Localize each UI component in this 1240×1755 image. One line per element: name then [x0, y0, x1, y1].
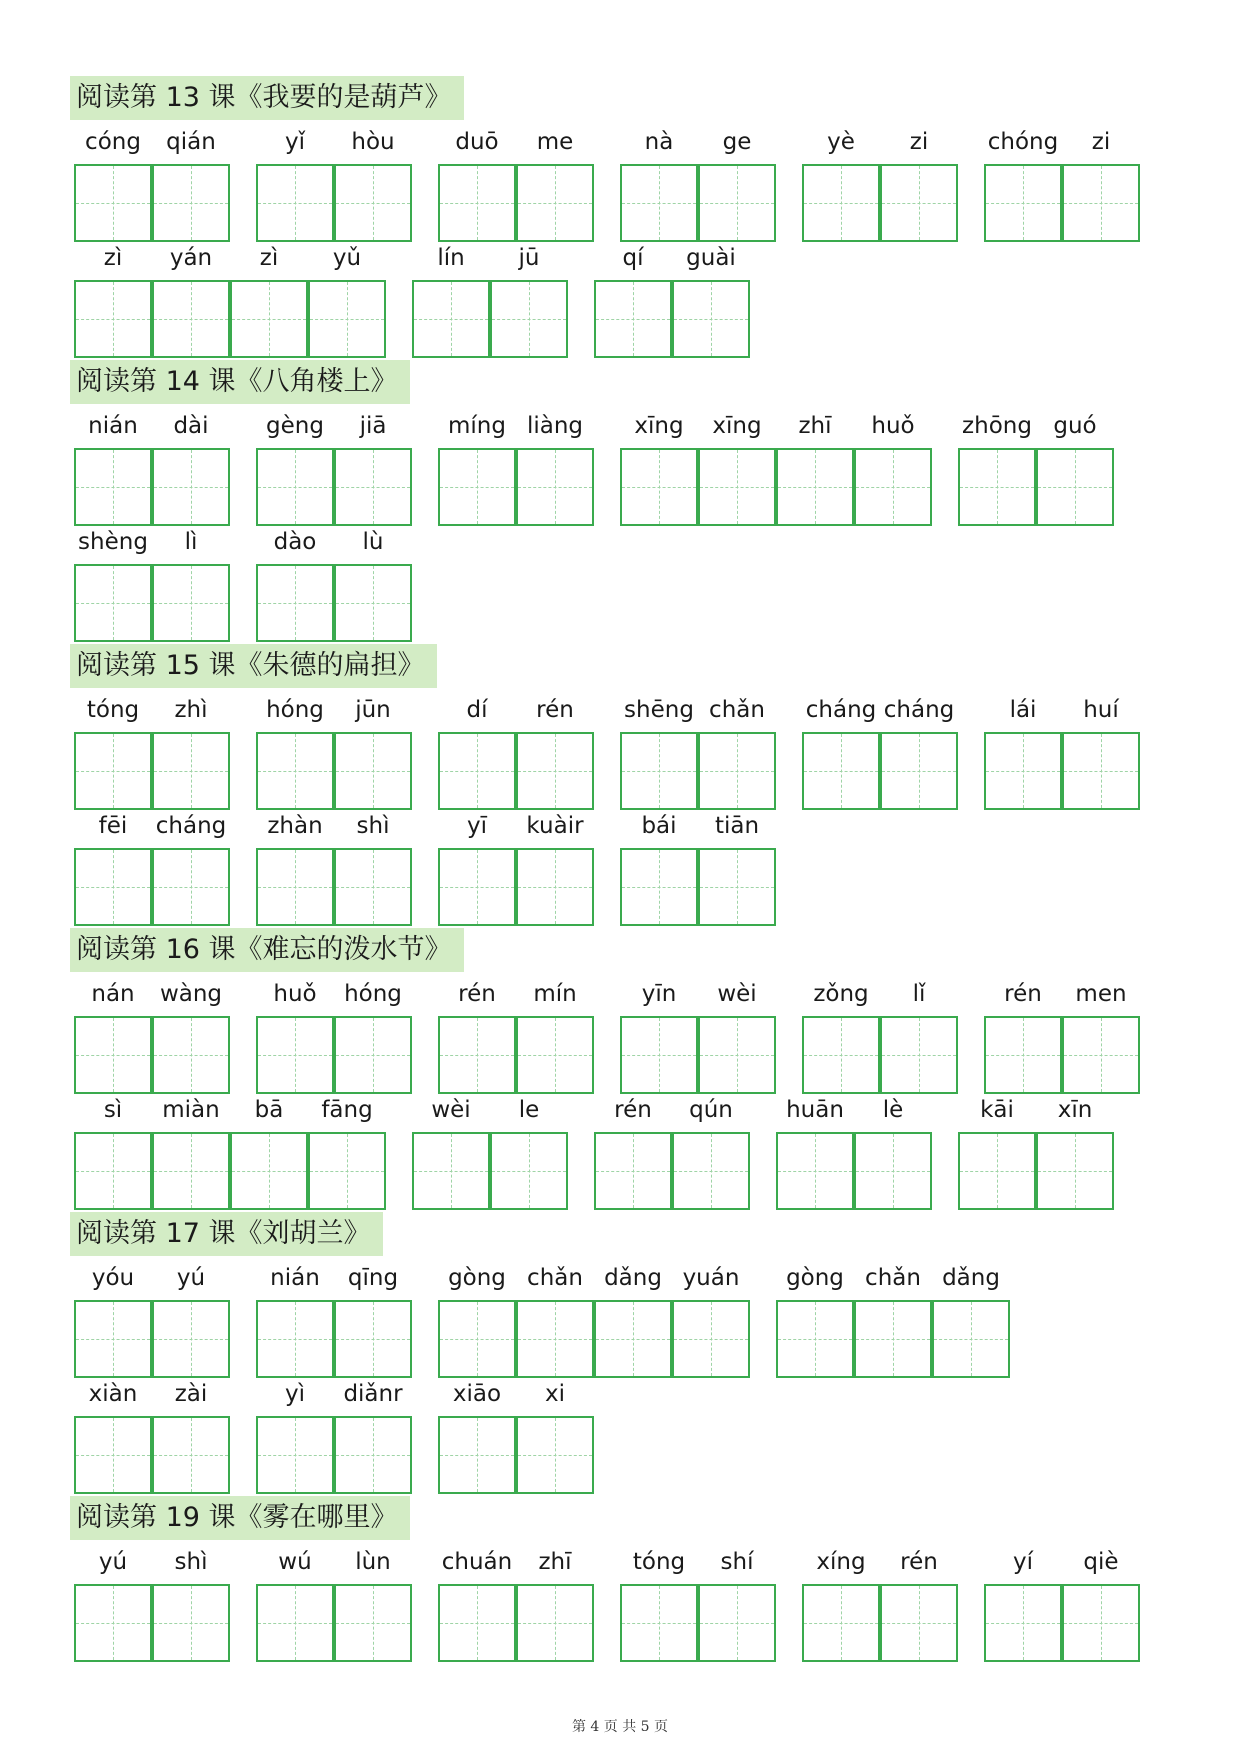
writing-box[interactable] — [152, 164, 230, 242]
word-group — [984, 128, 1140, 242]
pinyin-label: lái — [1009, 697, 1037, 723]
pinyin-label: wèi — [431, 1097, 471, 1123]
writing-box[interactable] — [438, 732, 516, 810]
writing-box[interactable] — [776, 1300, 854, 1378]
writing-box[interactable] — [880, 1584, 958, 1662]
pinyin-label: rén — [458, 981, 496, 1007]
pinyin-label: lín — [437, 245, 465, 271]
writing-box[interactable] — [698, 848, 776, 926]
pinyin-label: lùn — [355, 1549, 391, 1575]
pinyin-label: xīn — [1057, 1097, 1093, 1123]
writing-box[interactable] — [516, 164, 594, 242]
writing-box[interactable] — [256, 1300, 334, 1378]
pinyin-label: shì — [174, 1549, 208, 1575]
lesson-title: 阅读第 16 课《难忘的泼水节》 — [70, 928, 464, 972]
writing-box[interactable] — [620, 1016, 698, 1094]
word-group — [620, 1548, 776, 1662]
writing-box[interactable] — [74, 164, 152, 242]
writing-box[interactable] — [74, 1416, 152, 1494]
pinyin-label: zhī — [538, 1549, 572, 1575]
pinyin-label: shí — [720, 1549, 754, 1575]
pinyin-label: liàng — [526, 413, 584, 439]
writing-box[interactable] — [880, 164, 958, 242]
writing-box[interactable] — [594, 1300, 672, 1378]
pinyin-label: qún — [689, 1097, 733, 1123]
pinyin-label: zài — [174, 1381, 208, 1407]
word-group — [256, 412, 412, 526]
writing-box[interactable] — [74, 280, 152, 358]
writing-box[interactable] — [74, 1300, 152, 1378]
pinyin-label: cóng — [85, 129, 141, 155]
pinyin-label: bái — [641, 813, 677, 839]
pinyin-label: zhàn — [267, 813, 323, 839]
pinyin-label: nián — [270, 1265, 320, 1291]
word-group — [802, 1548, 958, 1662]
writing-box[interactable] — [152, 848, 230, 926]
pinyin-label: yīn — [641, 981, 677, 1007]
pinyin-label: cháng — [805, 697, 877, 723]
pinyin-label: xīng — [712, 413, 762, 439]
word-group — [958, 412, 1114, 526]
word-group — [802, 696, 958, 810]
writing-box[interactable] — [334, 448, 412, 526]
writing-box[interactable] — [1062, 164, 1140, 242]
pinyin-label: shèng — [78, 529, 148, 555]
pinyin-label: yí — [1012, 1549, 1033, 1575]
word-group — [802, 128, 958, 242]
writing-box[interactable] — [776, 448, 854, 526]
writing-box[interactable] — [152, 1300, 230, 1378]
writing-box[interactable] — [74, 564, 152, 642]
page-footer: 第 4 页 共 5 页 — [571, 1719, 669, 1735]
pinyin-label: qiè — [1083, 1549, 1119, 1575]
pinyin-label: kāi — [980, 1097, 1014, 1123]
writing-box[interactable] — [516, 1416, 594, 1494]
pinyin-label: tóng — [632, 1549, 686, 1575]
pinyin-label: hòu — [351, 129, 395, 155]
pinyin-label: lè — [882, 1097, 904, 1123]
pinyin-label: huí — [1083, 697, 1119, 723]
word-group — [620, 696, 776, 810]
pinyin-label: zi — [1091, 129, 1111, 155]
word-group — [74, 980, 230, 1094]
writing-box[interactable] — [412, 280, 490, 358]
pinyin-label: yú — [176, 1265, 206, 1291]
writing-box[interactable] — [74, 732, 152, 810]
writing-box[interactable] — [74, 448, 152, 526]
pinyin-label: gòng — [786, 1265, 844, 1291]
writing-box[interactable] — [152, 1132, 230, 1210]
word-group — [438, 1548, 594, 1662]
pinyin-label: guó — [1053, 413, 1097, 439]
pinyin-label: wèi — [717, 981, 757, 1007]
pinyin-label: qí — [622, 245, 644, 271]
writing-box[interactable] — [1062, 1584, 1140, 1662]
word-group — [438, 1264, 750, 1378]
pinyin-label: xiàn — [88, 1381, 138, 1407]
word-group — [802, 980, 958, 1094]
word-group — [984, 696, 1140, 810]
pinyin-label: tóng — [86, 697, 140, 723]
writing-box[interactable] — [152, 280, 230, 358]
pinyin-label: duō — [455, 129, 499, 155]
writing-box[interactable] — [594, 1132, 672, 1210]
pinyin-label: yǔ — [332, 245, 362, 271]
word-group — [256, 812, 412, 926]
pinyin-label: míng — [448, 413, 506, 439]
lesson-title: 阅读第 15 课《朱德的扁担》 — [70, 644, 437, 688]
lesson-title: 阅读第 17 课《刘胡兰》 — [70, 1212, 383, 1256]
word-group — [984, 980, 1140, 1094]
writing-box[interactable] — [516, 732, 594, 810]
word-group — [256, 1264, 412, 1378]
pinyin-label: diǎnr — [343, 1381, 403, 1407]
pinyin-label: shì — [356, 813, 390, 839]
word-group — [74, 1548, 230, 1662]
pinyin-label: chóng — [987, 129, 1059, 155]
pinyin-label: dí — [466, 697, 488, 723]
writing-box[interactable] — [594, 280, 672, 358]
writing-box[interactable] — [958, 1132, 1036, 1210]
word-group — [438, 696, 594, 810]
writing-box[interactable] — [438, 1300, 516, 1378]
writing-box[interactable] — [74, 848, 152, 926]
writing-box[interactable] — [698, 1584, 776, 1662]
word-group — [74, 244, 386, 358]
writing-box[interactable] — [516, 1016, 594, 1094]
writing-box[interactable] — [516, 448, 594, 526]
writing-box[interactable] — [256, 448, 334, 526]
writing-box[interactable] — [854, 1300, 932, 1378]
pinyin-label: wú — [278, 1549, 312, 1575]
pinyin-label: gòng — [448, 1265, 506, 1291]
word-group — [594, 244, 750, 358]
pinyin-label: chǎn — [709, 697, 765, 723]
writing-box[interactable] — [802, 732, 880, 810]
pinyin-label: yóu — [91, 1265, 135, 1291]
pinyin-label: zhì — [174, 697, 208, 723]
pinyin-label: cháng — [155, 813, 227, 839]
pinyin-label: chuán — [441, 1549, 513, 1575]
pinyin-label: zhōng — [962, 413, 1032, 439]
writing-box[interactable] — [334, 848, 412, 926]
writing-box[interactable] — [984, 164, 1062, 242]
word-group — [256, 696, 412, 810]
writing-box[interactable] — [802, 1584, 880, 1662]
writing-box[interactable] — [334, 732, 412, 810]
writing-box[interactable] — [1036, 448, 1114, 526]
writing-box[interactable] — [230, 280, 308, 358]
pinyin-label: xíng — [816, 1549, 866, 1575]
pinyin-label: rén — [1004, 981, 1042, 1007]
writing-box[interactable] — [334, 1584, 412, 1662]
writing-box[interactable] — [516, 848, 594, 926]
word-group — [256, 980, 412, 1094]
writing-box[interactable] — [854, 1132, 932, 1210]
pinyin-label: dài — [173, 413, 209, 439]
pinyin-label: dào — [273, 529, 317, 555]
writing-box[interactable] — [438, 1416, 516, 1494]
writing-box[interactable] — [438, 1584, 516, 1662]
pinyin-label: cháng — [883, 697, 955, 723]
word-group — [438, 412, 594, 526]
word-group — [984, 1548, 1140, 1662]
writing-box[interactable] — [984, 732, 1062, 810]
word-group — [438, 1380, 594, 1494]
pinyin-label: qīng — [347, 1265, 399, 1291]
pinyin-label: lǐ — [912, 981, 926, 1007]
pinyin-label: rén — [536, 697, 574, 723]
word-group — [438, 128, 594, 242]
pinyin-label: nán — [91, 981, 135, 1007]
pinyin-label: zǒng — [813, 981, 869, 1007]
writing-box[interactable] — [620, 448, 698, 526]
writing-box[interactable] — [698, 732, 776, 810]
writing-box[interactable] — [698, 1016, 776, 1094]
pinyin-label: jūn — [355, 697, 391, 723]
writing-box[interactable] — [620, 1584, 698, 1662]
writing-box[interactable] — [984, 1584, 1062, 1662]
writing-box[interactable] — [620, 732, 698, 810]
word-group — [620, 980, 776, 1094]
writing-box[interactable] — [334, 1016, 412, 1094]
pinyin-label: yán — [169, 245, 213, 271]
word-group — [620, 128, 776, 242]
writing-box[interactable] — [256, 1584, 334, 1662]
pinyin-label: zì — [103, 245, 123, 271]
writing-box[interactable] — [620, 848, 698, 926]
writing-box[interactable] — [620, 164, 698, 242]
writing-box[interactable] — [438, 1016, 516, 1094]
word-group — [74, 1096, 386, 1210]
writing-box[interactable] — [802, 164, 880, 242]
pinyin-label: rén — [900, 1549, 938, 1575]
pinyin-label: yú — [98, 1549, 128, 1575]
pinyin-label: yì — [284, 1381, 305, 1407]
writing-box[interactable] — [256, 1416, 334, 1494]
word-group — [958, 1096, 1114, 1210]
writing-box[interactable] — [412, 1132, 490, 1210]
pinyin-label: guài — [686, 245, 736, 271]
writing-box[interactable] — [672, 1132, 750, 1210]
writing-box[interactable] — [152, 448, 230, 526]
word-group — [74, 128, 230, 242]
pinyin-label: miàn — [162, 1097, 220, 1123]
writing-box[interactable] — [802, 1016, 880, 1094]
pinyin-label: zhī — [798, 413, 832, 439]
writing-box[interactable] — [672, 280, 750, 358]
word-group — [776, 1264, 1010, 1378]
writing-box[interactable] — [698, 448, 776, 526]
lesson-title: 阅读第 19 课《雾在哪里》 — [70, 1496, 410, 1540]
word-group — [412, 244, 568, 358]
word-group — [438, 812, 594, 926]
word-group — [256, 528, 412, 642]
writing-box[interactable] — [490, 280, 568, 358]
writing-box[interactable] — [958, 448, 1036, 526]
pinyin-label: nián — [88, 413, 138, 439]
lesson-title: 阅读第 14 课《八角楼上》 — [70, 360, 410, 404]
writing-box[interactable] — [152, 1016, 230, 1094]
writing-box[interactable] — [152, 1416, 230, 1494]
lesson-title: 阅读第 13 课《我要的是葫芦》 — [70, 76, 464, 120]
pinyin-label: zi — [909, 129, 929, 155]
writing-box[interactable] — [438, 448, 516, 526]
pinyin-label: yǐ — [284, 129, 305, 155]
writing-box[interactable] — [490, 1132, 568, 1210]
writing-box[interactable] — [854, 448, 932, 526]
writing-box[interactable] — [230, 1132, 308, 1210]
pinyin-label: zì — [259, 245, 279, 271]
pinyin-label: yè — [827, 129, 855, 155]
pinyin-label: xi — [544, 1381, 565, 1407]
pinyin-label: wàng — [159, 981, 223, 1007]
word-group — [256, 128, 412, 242]
word-group — [776, 1096, 932, 1210]
pinyin-label: jū — [518, 245, 540, 271]
pinyin-label: xiāo — [452, 1381, 502, 1407]
pinyin-label: hóng — [344, 981, 402, 1007]
pinyin-label: lì — [184, 529, 198, 555]
writing-box[interactable] — [932, 1300, 1010, 1378]
writing-box[interactable] — [308, 1132, 386, 1210]
pinyin-label: huǒ — [871, 413, 915, 439]
pinyin-label: sì — [103, 1097, 123, 1123]
pinyin-label: xīng — [634, 413, 684, 439]
writing-box[interactable] — [1036, 1132, 1114, 1210]
writing-box[interactable] — [516, 1300, 594, 1378]
writing-box[interactable] — [880, 732, 958, 810]
writing-box[interactable] — [438, 848, 516, 926]
pinyin-label: rén — [614, 1097, 652, 1123]
pinyin-label: yuán — [682, 1265, 740, 1291]
pinyin-label: huǒ — [273, 981, 317, 1007]
pinyin-label: jiā — [359, 413, 387, 439]
pinyin-label: kuàir — [526, 813, 584, 839]
pinyin-label: lù — [362, 529, 384, 555]
pinyin-label: shēng — [624, 697, 694, 723]
writing-box[interactable] — [74, 1016, 152, 1094]
word-group — [74, 1380, 230, 1494]
word-group — [74, 1264, 230, 1378]
pinyin-label: yī — [466, 813, 487, 839]
writing-box[interactable] — [256, 564, 334, 642]
writing-box[interactable] — [308, 280, 386, 358]
pinyin-label: men — [1075, 981, 1127, 1007]
pinyin-label: qián — [166, 129, 216, 155]
writing-box[interactable] — [438, 164, 516, 242]
writing-box[interactable] — [334, 1416, 412, 1494]
writing-box[interactable] — [152, 1584, 230, 1662]
word-group — [256, 1380, 412, 1494]
pinyin-label: bā — [254, 1097, 284, 1123]
writing-box[interactable] — [256, 1016, 334, 1094]
word-group — [412, 1096, 568, 1210]
word-group — [438, 980, 594, 1094]
writing-box[interactable] — [334, 564, 412, 642]
writing-box[interactable] — [256, 848, 334, 926]
writing-box[interactable] — [984, 1016, 1062, 1094]
pinyin-label: huān — [786, 1097, 844, 1123]
writing-box[interactable] — [880, 1016, 958, 1094]
writing-box[interactable] — [698, 164, 776, 242]
writing-box[interactable] — [152, 732, 230, 810]
word-group — [74, 696, 230, 810]
word-group — [620, 812, 776, 926]
pinyin-label: chǎn — [527, 1265, 583, 1291]
pinyin-label: fāng — [321, 1097, 373, 1123]
word-group — [74, 528, 230, 642]
writing-box[interactable] — [672, 1300, 750, 1378]
writing-box[interactable] — [1062, 732, 1140, 810]
writing-box[interactable] — [152, 564, 230, 642]
pinyin-label: me — [536, 129, 574, 155]
writing-box[interactable] — [74, 1584, 152, 1662]
writing-box[interactable] — [256, 164, 334, 242]
pinyin-label: mín — [533, 981, 577, 1007]
writing-box[interactable] — [74, 1132, 152, 1210]
pinyin-label: ge — [722, 129, 752, 155]
pinyin-label: le — [518, 1097, 540, 1123]
pinyin-label: hóng — [266, 697, 324, 723]
word-group — [620, 412, 932, 526]
writing-box[interactable] — [256, 732, 334, 810]
pinyin-label: fēi — [98, 813, 128, 839]
pinyin-label: dǎng — [942, 1265, 1000, 1291]
word-group — [256, 1548, 412, 1662]
pinyin-label: dǎng — [604, 1265, 662, 1291]
writing-box[interactable] — [776, 1132, 854, 1210]
pinyin-label: tiān — [714, 813, 760, 839]
pinyin-label: nà — [644, 129, 674, 155]
writing-box[interactable] — [516, 1584, 594, 1662]
word-group — [74, 812, 230, 926]
writing-box[interactable] — [334, 164, 412, 242]
word-group — [594, 1096, 750, 1210]
writing-box[interactable] — [1062, 1016, 1140, 1094]
writing-box[interactable] — [334, 1300, 412, 1378]
pinyin-label: gèng — [266, 413, 324, 439]
word-group — [74, 412, 230, 526]
pinyin-label: chǎn — [865, 1265, 921, 1291]
